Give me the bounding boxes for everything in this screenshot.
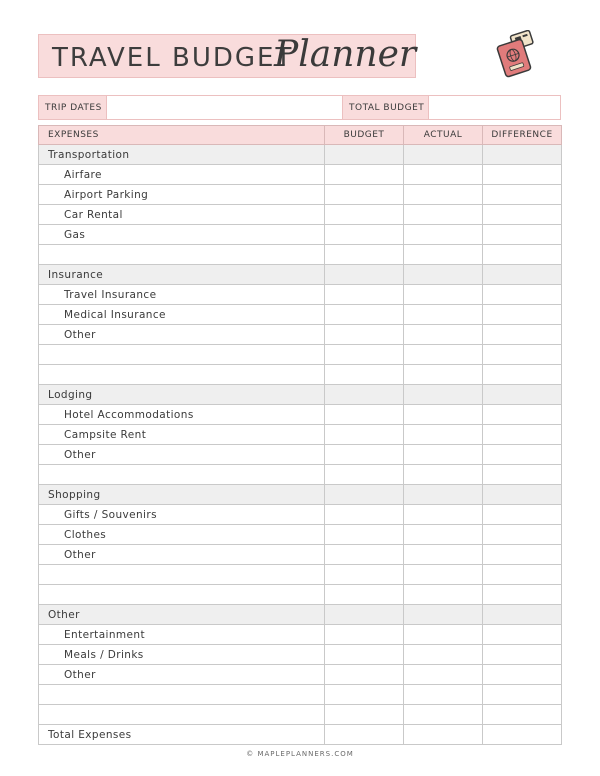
budget-cell[interactable]: [325, 505, 404, 525]
actual-cell[interactable]: [404, 205, 483, 225]
actual-cell[interactable]: [404, 465, 483, 485]
table-row: [39, 405, 562, 425]
total-label: Total Expenses: [39, 725, 325, 745]
expense-label: Other: [39, 445, 325, 465]
difference-cell[interactable]: [483, 505, 562, 525]
page-title-script: Planner: [274, 34, 417, 75]
expense-label: Gifts / Souvenirs: [39, 505, 325, 525]
difference-cell[interactable]: [483, 245, 562, 265]
total-row: [39, 725, 562, 745]
title-banner: [38, 34, 416, 78]
actual-cell[interactable]: [404, 625, 483, 645]
difference-cell[interactable]: [483, 425, 562, 445]
difference-cell[interactable]: [483, 545, 562, 565]
expense-label: Meals / Drinks: [39, 645, 325, 665]
expense-label: Clothes: [39, 525, 325, 545]
table-row: [39, 305, 562, 325]
expense-label: Car Rental: [39, 205, 325, 225]
difference-cell[interactable]: [483, 485, 562, 505]
budget-cell[interactable]: [325, 145, 404, 165]
expense-label: Gas: [39, 225, 325, 245]
difference-cell[interactable]: [483, 645, 562, 665]
column-header-expenses: EXPENSES: [39, 126, 325, 145]
difference-cell[interactable]: [483, 605, 562, 625]
difference-cell[interactable]: [483, 205, 562, 225]
table-row: [39, 645, 562, 665]
table-row: [39, 465, 562, 485]
budget-cell[interactable]: [325, 205, 404, 225]
budget-cell[interactable]: [325, 165, 404, 185]
budget-cell[interactable]: [325, 445, 404, 465]
actual-cell[interactable]: [404, 165, 483, 185]
actual-cell[interactable]: [404, 545, 483, 565]
difference-cell[interactable]: [483, 685, 562, 705]
expense-label: [39, 465, 325, 485]
column-header-actual: ACTUAL: [404, 126, 483, 145]
expense-label: Other: [39, 325, 325, 345]
expense-label: Airport Parking: [39, 185, 325, 205]
category-row: [39, 265, 562, 285]
budget-cell[interactable]: [325, 245, 404, 265]
expense-label: Medical Insurance: [39, 305, 325, 325]
table-row: [39, 365, 562, 385]
table-row: [39, 445, 562, 465]
actual-cell[interactable]: [404, 225, 483, 245]
actual-cell[interactable]: [404, 445, 483, 465]
table-row: [39, 545, 562, 565]
actual-cell[interactable]: [404, 425, 483, 445]
budget-cell[interactable]: [325, 265, 404, 285]
category-row: [39, 485, 562, 505]
expense-label: Entertainment: [39, 625, 325, 645]
expense-label: Campsite Rent: [39, 425, 325, 445]
actual-cell[interactable]: [404, 305, 483, 325]
budget-cell[interactable]: [325, 665, 404, 685]
expense-label: [39, 565, 325, 585]
actual-cell[interactable]: [404, 505, 483, 525]
difference-cell[interactable]: [483, 465, 562, 485]
table-row: [39, 185, 562, 205]
budget-cell[interactable]: [325, 725, 404, 745]
table-row: [39, 225, 562, 245]
difference-cell[interactable]: [483, 405, 562, 425]
difference-cell[interactable]: [483, 285, 562, 305]
table-row: [39, 425, 562, 445]
trip-dates-label: TRIP DATES: [39, 96, 107, 119]
expense-label: Other: [39, 665, 325, 685]
trip-info-bar: [38, 95, 561, 120]
budget-cell[interactable]: [325, 485, 404, 505]
expense-label: [39, 345, 325, 365]
expense-table: [38, 125, 562, 745]
actual-cell[interactable]: [404, 145, 483, 165]
column-header-difference: DIFFERENCE: [483, 126, 562, 145]
category-row: [39, 385, 562, 405]
actual-cell[interactable]: [404, 405, 483, 425]
expense-label: [39, 245, 325, 265]
difference-cell[interactable]: [483, 705, 562, 725]
expense-label: Hotel Accommodations: [39, 405, 325, 425]
table-header: [39, 126, 562, 145]
difference-cell[interactable]: [483, 585, 562, 605]
table-row: [39, 205, 562, 225]
difference-cell[interactable]: [483, 145, 562, 165]
budget-cell[interactable]: [325, 525, 404, 545]
budget-cell[interactable]: [325, 185, 404, 205]
total-budget-label: TOTAL BUDGET: [343, 96, 429, 119]
actual-cell[interactable]: [404, 185, 483, 205]
table-row: [39, 685, 562, 705]
difference-cell[interactable]: [483, 225, 562, 245]
category-row: [39, 145, 562, 165]
difference-cell[interactable]: [483, 665, 562, 685]
actual-cell[interactable]: [404, 525, 483, 545]
table-row: [39, 665, 562, 685]
budget-cell[interactable]: [325, 345, 404, 365]
actual-cell[interactable]: [404, 665, 483, 685]
budget-cell[interactable]: [325, 305, 404, 325]
table-row: [39, 705, 562, 725]
table-row: [39, 565, 562, 585]
table-row: [39, 525, 562, 545]
budget-cell[interactable]: [325, 225, 404, 245]
budget-cell[interactable]: [325, 285, 404, 305]
table-row: [39, 505, 562, 525]
table-row: [39, 625, 562, 645]
budget-cell[interactable]: [325, 645, 404, 665]
budget-cell[interactable]: [325, 705, 404, 725]
budget-cell[interactable]: [325, 465, 404, 485]
difference-cell[interactable]: [483, 445, 562, 465]
actual-cell[interactable]: [404, 285, 483, 305]
actual-cell[interactable]: [404, 605, 483, 625]
category-label: Shopping: [39, 485, 325, 505]
category-label: Insurance: [39, 265, 325, 285]
difference-cell[interactable]: [483, 525, 562, 545]
actual-cell[interactable]: [404, 265, 483, 285]
budget-cell[interactable]: [325, 565, 404, 585]
expense-label: [39, 585, 325, 605]
difference-cell[interactable]: [483, 185, 562, 205]
actual-cell[interactable]: [404, 345, 483, 365]
difference-cell[interactable]: [483, 565, 562, 585]
actual-cell[interactable]: [404, 325, 483, 345]
table-row: [39, 285, 562, 305]
actual-cell[interactable]: [404, 245, 483, 265]
budget-cell[interactable]: [325, 625, 404, 645]
expense-label: Travel Insurance: [39, 285, 325, 305]
actual-cell[interactable]: [404, 385, 483, 405]
expense-label: [39, 705, 325, 725]
category-label: Lodging: [39, 385, 325, 405]
budget-cell[interactable]: [325, 685, 404, 705]
table-row: [39, 165, 562, 185]
page-title: TRAVEL BUDGET: [52, 43, 294, 73]
actual-cell[interactable]: [404, 485, 483, 505]
table-row: [39, 245, 562, 265]
budget-cell[interactable]: [325, 385, 404, 405]
difference-cell[interactable]: [483, 345, 562, 365]
difference-cell[interactable]: [483, 265, 562, 285]
actual-cell[interactable]: [404, 585, 483, 605]
actual-cell[interactable]: [404, 565, 483, 585]
actual-cell[interactable]: [404, 365, 483, 385]
footer-credit: © MAPLEPLANNERS.COM: [246, 750, 354, 758]
budget-cell[interactable]: [325, 365, 404, 385]
table-row: [39, 325, 562, 345]
expense-label: [39, 685, 325, 705]
budget-cell[interactable]: [325, 585, 404, 605]
expense-label: Airfare: [39, 165, 325, 185]
category-row: [39, 605, 562, 625]
actual-cell[interactable]: [404, 645, 483, 665]
difference-cell[interactable]: [483, 165, 562, 185]
expense-label: [39, 365, 325, 385]
trip-dates-field[interactable]: [107, 96, 343, 119]
passport-icon: [492, 30, 548, 78]
actual-cell[interactable]: [404, 685, 483, 705]
category-label: Transportation: [39, 145, 325, 165]
budget-cell[interactable]: [325, 545, 404, 565]
budget-cell[interactable]: [325, 425, 404, 445]
category-label: Other: [39, 605, 325, 625]
budget-cell[interactable]: [325, 605, 404, 625]
total-budget-field[interactable]: [429, 96, 560, 119]
difference-cell[interactable]: [483, 625, 562, 645]
difference-cell[interactable]: [483, 725, 562, 745]
difference-cell[interactable]: [483, 385, 562, 405]
budget-cell[interactable]: [325, 325, 404, 345]
actual-cell[interactable]: [404, 725, 483, 745]
table-row: [39, 585, 562, 605]
table-row: [39, 345, 562, 365]
budget-cell[interactable]: [325, 405, 404, 425]
difference-cell[interactable]: [483, 305, 562, 325]
difference-cell[interactable]: [483, 325, 562, 345]
difference-cell[interactable]: [483, 365, 562, 385]
column-header-budget: BUDGET: [325, 126, 404, 145]
actual-cell[interactable]: [404, 705, 483, 725]
expense-label: Other: [39, 545, 325, 565]
